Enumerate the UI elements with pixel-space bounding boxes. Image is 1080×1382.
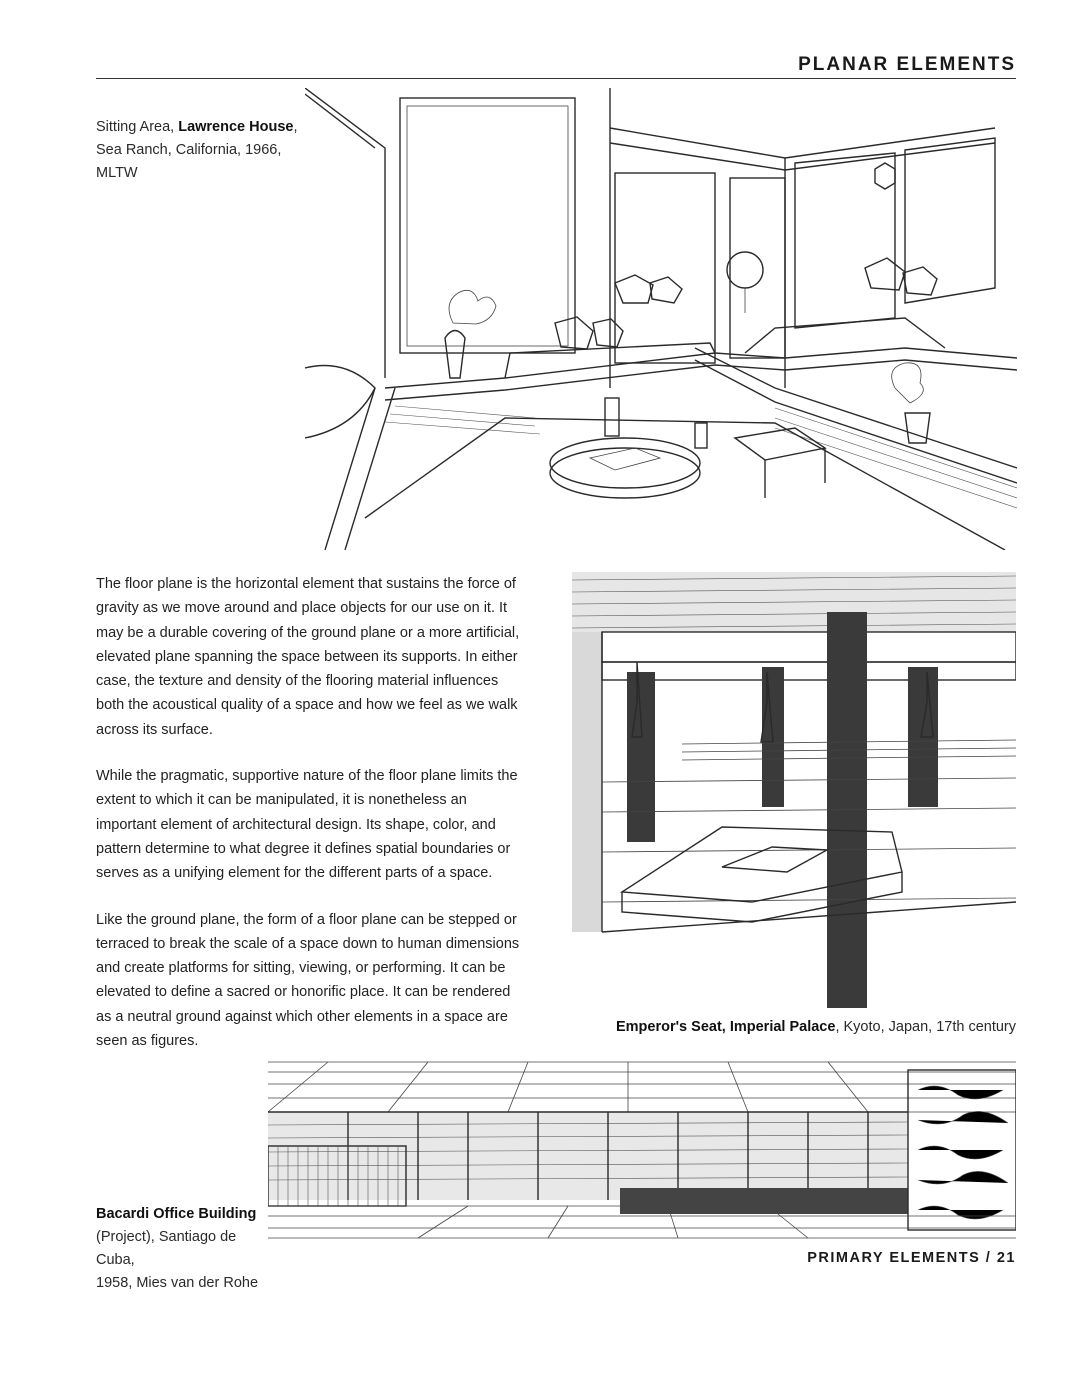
caption-name: Lawrence House [178,119,294,135]
body-paragraph-3: Like the ground plane, the form of a floor plane can be stepped or terraced to break the scale of a space down to human dimensions and create platforms for sitting, viewing, or performing. It can be elevated to define a sacred or honorific place. It can be rendered as a neutral ground against which other elements in a space are seen as figures. [96,911,520,1050]
body-text [96,572,520,1075]
body-paragraph-1: The floor plane is the horizontal element that sustains the force of gravity as we move around and place objects for our use on it. It may be a durable covering of the ground plane or a more artificial, elevated plane spanning the space between its supports. In either case, the texture and density of the flooring material influences both the acoustical quality of a space and how we feel as we walk across its surface. [96,576,520,738]
caption-line2: Sea Ranch, California, 1966, MLTW [96,142,282,181]
caption-bacardi [96,1203,266,1295]
caption-lawrence-house [96,116,306,185]
bacardi-office-sketch [268,1060,1016,1240]
caption-prefix: Sitting Area, [96,119,179,135]
caption-line3: 1958, Mies van der Rohe [96,1275,259,1291]
lawrence-house-sketch [305,88,1017,550]
page-footer: PRIMARY ELEMENTS / 21 [807,1250,1016,1266]
header-divider [96,78,1016,79]
caption-name: Emperor's Seat, Imperial Palace [615,1019,836,1035]
body-paragraph-2: While the pragmatic, supportive nature of the floor plane limits the extent to which it can be manipulated, it is nonetheless an important element of architectural design. Its shape, color, and pattern determine to what degree it defines spatial boundaries or serves as a unifying element for the different parts of a space. [96,768,518,882]
caption-emperors-seat [616,1016,1016,1039]
caption-suffix: , Kyoto, Japan, 17th century [835,1019,1016,1035]
caption-line2: (Project), Santiago de Cuba, [96,1229,237,1268]
caption-name: Bacardi Office Building [96,1206,257,1222]
emperors-seat-sketch [572,572,1016,1008]
page-header-title: PLANAR ELEMENTS [798,54,1016,75]
caption-suffix: , [293,119,298,135]
